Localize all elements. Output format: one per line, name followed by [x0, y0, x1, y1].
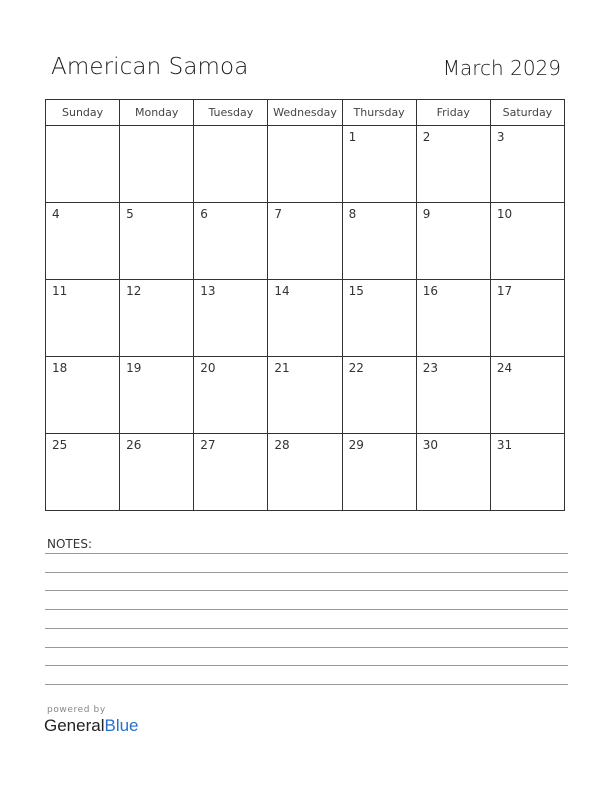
weekday-friday: Friday [416, 100, 490, 126]
day-cell [416, 357, 490, 434]
powered-by-text: powered by [47, 705, 106, 715]
day-cell [490, 434, 564, 511]
day-number: 9 [422, 207, 431, 221]
day-number: 26 [126, 438, 142, 452]
day-cell [120, 357, 194, 434]
day-number: 10 [496, 207, 513, 221]
day-number: 1 [348, 130, 357, 144]
day-cell [490, 357, 564, 434]
day-cell [120, 434, 194, 511]
weekday-saturday: Saturday [490, 100, 564, 126]
day-number: 16 [422, 284, 438, 298]
note-line [45, 647, 568, 648]
week-row [46, 357, 565, 434]
day-number: 8 [348, 207, 357, 221]
day-cell [46, 203, 120, 280]
day-number: 17 [496, 284, 513, 298]
weekday-header-row [46, 100, 565, 126]
notes-label: NOTES: [47, 537, 92, 551]
day-cell [416, 203, 490, 280]
day-number [194, 126, 267, 130]
day-number [46, 126, 119, 130]
day-cell [268, 203, 342, 280]
day-cell [416, 126, 490, 203]
day-cell [194, 357, 268, 434]
weekday-wednesday: Wednesday [268, 100, 342, 126]
note-line [45, 553, 568, 554]
page-title: American Samoa [51, 54, 249, 80]
day-cell [46, 434, 120, 511]
day-cell [342, 280, 416, 357]
day-cell [194, 203, 268, 280]
weekday-sunday: Sunday [46, 100, 120, 126]
day-number: 30 [422, 438, 438, 452]
day-number [268, 126, 341, 130]
day-number: 13 [200, 284, 216, 298]
day-cell [120, 280, 194, 357]
day-number: 20 [200, 361, 216, 375]
day-number: 22 [348, 361, 364, 375]
week-row [46, 203, 565, 280]
day-number: 2 [422, 130, 431, 144]
day-number: 12 [126, 284, 142, 298]
day-cell [120, 126, 194, 203]
day-number: 18 [52, 361, 68, 375]
month-year: March 2029 [442, 56, 561, 80]
day-cell [416, 434, 490, 511]
brand-blue: Blue [104, 716, 139, 735]
day-cell [46, 280, 120, 357]
note-line [45, 590, 568, 591]
day-cell [490, 203, 564, 280]
day-number: 25 [52, 438, 68, 452]
generalblue-logo[interactable] [44, 716, 139, 736]
calendar-grid [45, 99, 565, 511]
note-line [45, 684, 568, 685]
day-number: 21 [274, 361, 290, 375]
note-line [45, 572, 568, 573]
day-cell [268, 434, 342, 511]
day-number: 6 [200, 207, 208, 221]
week-row [46, 126, 565, 203]
note-line [45, 665, 568, 666]
week-row [46, 280, 565, 357]
day-cell [194, 126, 268, 203]
day-number: 4 [52, 207, 60, 221]
day-cell [46, 357, 120, 434]
day-cell [268, 280, 342, 357]
day-number [120, 126, 193, 130]
weekday-monday: Monday [120, 100, 194, 126]
day-number: 14 [274, 284, 290, 298]
day-number: 24 [496, 361, 513, 375]
brand-general: General [44, 716, 105, 735]
day-cell [194, 280, 268, 357]
day-cell [268, 357, 342, 434]
day-cell [416, 280, 490, 357]
day-number: 5 [126, 207, 134, 221]
day-cell [342, 434, 416, 511]
day-cell [490, 280, 564, 357]
weekday-thursday: Thursday [342, 100, 416, 126]
day-number: 29 [348, 438, 364, 452]
day-cell [120, 203, 194, 280]
day-cell [342, 357, 416, 434]
note-line [45, 628, 568, 629]
day-cell [194, 434, 268, 511]
day-number: 23 [422, 361, 438, 375]
day-cell [268, 126, 342, 203]
day-cell [342, 203, 416, 280]
day-cell [490, 126, 564, 203]
day-number: 28 [274, 438, 290, 452]
week-row [46, 434, 565, 511]
day-number: 3 [496, 130, 505, 144]
day-number: 19 [126, 361, 142, 375]
day-number: 11 [52, 284, 68, 298]
day-number: 15 [348, 284, 364, 298]
day-cell [46, 126, 120, 203]
day-number: 27 [200, 438, 216, 452]
weekday-tuesday: Tuesday [194, 100, 268, 126]
day-cell [342, 126, 416, 203]
note-line [45, 609, 568, 610]
day-number: 31 [496, 438, 513, 452]
day-number: 7 [274, 207, 283, 221]
